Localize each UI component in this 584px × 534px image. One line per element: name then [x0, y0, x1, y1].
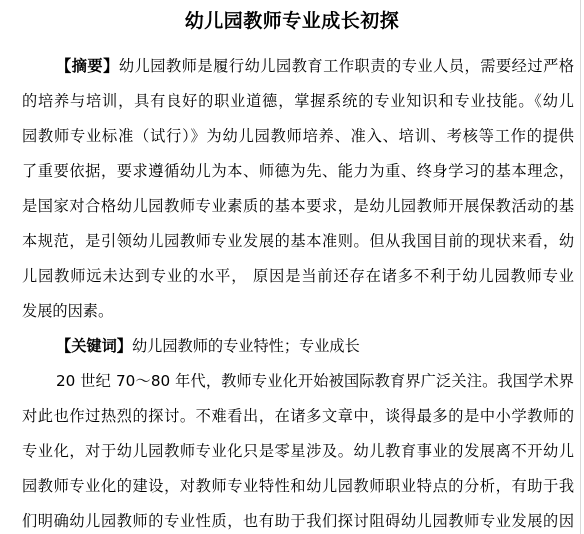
body-line-2: 对此也作过热烈的探讨。不难看出，在诸多文章中，谈得最多的是中小学教师的	[22, 407, 574, 425]
abstract-line-6: 本规范，是引领幼儿园教师专业发展的基本准则。但从我国目前的现状来看，幼	[22, 232, 574, 250]
abstract-text: 幼儿园教师是履行幼儿园教育工作职责的专业人员，需要经过严格	[118, 57, 575, 75]
abstract-line-4: 了重要依据，要求遵循幼儿为本、师德为先、能力为重、终身学习的基本理念，	[22, 162, 574, 180]
abstract-line-8: 发展的因素。	[22, 302, 114, 320]
abstract-line-1	[56, 56, 574, 76]
page-edge-line	[580, 0, 581, 534]
document-title: 幼儿园教师专业成长初探	[184, 10, 400, 32]
body-line-4: 园教师专业化的建设，对教师专业特性和幼儿园教师职业特点的分析，有助于我	[22, 477, 574, 495]
keywords-line	[56, 336, 574, 356]
keywords-text: 幼儿园教师的专业特性；专业成长	[131, 337, 360, 355]
abstract-label: 【摘要】	[56, 57, 119, 75]
abstract-line-2: 的培养与培训，具有良好的职业道德，掌握系统的专业知识和专业技能。《幼儿	[22, 92, 574, 110]
abstract-line-3: 园教师专业标准（试行）》为幼儿园教师培养、准入、培训、考核等工作的提供	[22, 127, 574, 145]
body-line-5: 们明确幼儿园教师的专业性质，也有助于我们探讨阻碍幼儿园教师专业发展的因	[22, 512, 574, 530]
keywords-label: 【关键词】	[56, 337, 132, 355]
body-line-3: 专业化，对于幼儿园教师专业化只是零星涉及。幼儿教育事业的发展离不开幼儿	[22, 442, 574, 460]
body-line-1: 20 世纪 70～80 年代，教师专业化开始被国际教育界广泛关注。我国学术界	[56, 372, 574, 390]
abstract-line-5: 是国家对合格幼儿园教师专业素质的基本要求，是幼儿园教师开展保教活动的基	[22, 197, 574, 215]
abstract-line-7: 儿园教师远未达到专业的水平， 原因是当前还存在诸多不利于幼儿园教师专业	[22, 267, 574, 285]
